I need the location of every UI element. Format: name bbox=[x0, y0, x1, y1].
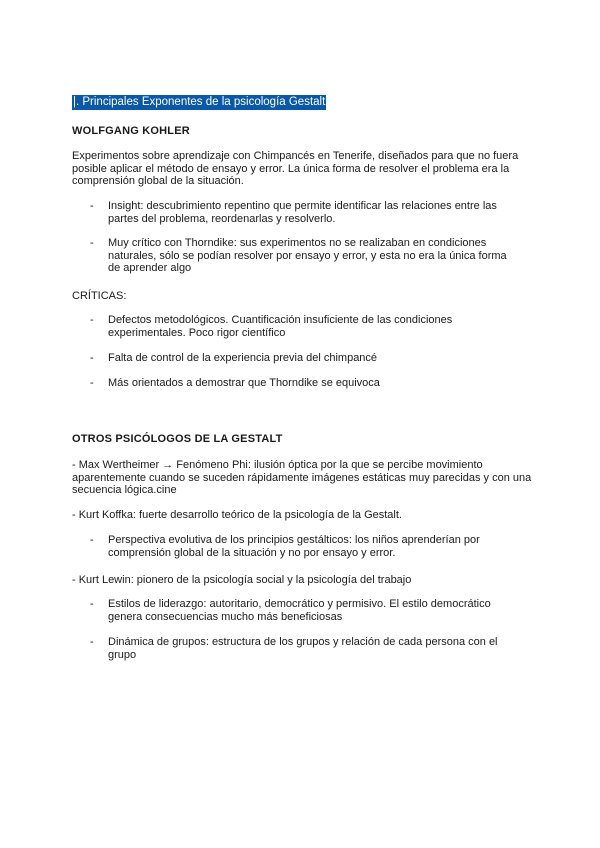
list-item bbox=[90, 377, 510, 390]
list-item bbox=[90, 314, 510, 339]
list-item bbox=[90, 352, 510, 365]
kohler-heading: WOLFGANG KOHLER bbox=[72, 125, 190, 137]
list-item-text: Perspectiva evolutiva de los principios gestálticos: los niños aprenderían por comprensión global de la situación y no por ensayo y error. bbox=[108, 534, 480, 559]
dash-marker: - bbox=[90, 314, 94, 326]
list-item-text: Defectos metodológicos. Cuantificación insuficiente de las condiciones experimentales. Poco rigor científico bbox=[108, 314, 453, 339]
otros-heading: OTROS PSICÓLOGOS DE LA GESTALT bbox=[72, 433, 283, 445]
list-item bbox=[90, 534, 510, 559]
dash-marker: - bbox=[90, 534, 94, 546]
list-item bbox=[90, 598, 510, 623]
criticas-label: CRÍTICAS: bbox=[72, 290, 127, 302]
dash-marker: - bbox=[90, 200, 94, 212]
list-item-text: Estilos de liderazgo: autoritario, democrático y permisivo. El estilo democrático genera consecuencias mucho más beneficiosas bbox=[108, 598, 491, 623]
dash-marker: - bbox=[90, 237, 94, 249]
dash-marker: - bbox=[90, 598, 94, 610]
section-title: |. Principales Exponentes de la psicología Gestalt bbox=[73, 96, 326, 108]
wertheimer-paragraph: - Max Wertheimer → Fenómeno Phi: ilusión óptica por la que se percibe movimiento aparentemente cuando se suceden rápidamente imágenes estáticas muy parecidas y con una secuencia lógica.cine bbox=[72, 459, 532, 497]
dash-marker: - bbox=[90, 352, 94, 364]
list-item bbox=[90, 237, 510, 275]
list-item bbox=[90, 636, 510, 661]
list-item-text: Muy crítico con Thorndike: sus experimentos no se realizaban en condiciones naturales, sólo se podían resolver por ensayo y error, y esta no era la única forma de aprender algo bbox=[108, 237, 507, 275]
list-item-text: Más orientados a demostrar que Thorndike se equivoca bbox=[108, 377, 380, 389]
dash-marker: - bbox=[90, 636, 94, 648]
list-item-text: Insight: descubrimiento repentino que permite identificar las relaciones entre las partes del problema, reordenarlas y resolverlo. bbox=[108, 200, 497, 225]
koffka-paragraph: - Kurt Koffka: fuerte desarrollo teórico de la psicología de la Gestalt. bbox=[72, 509, 402, 521]
list-item bbox=[90, 200, 510, 225]
list-item-text: Dinámica de grupos: estructura de los grupos y relación de cada persona con el grupo bbox=[108, 636, 498, 661]
lewin-paragraph: - Kurt Lewin: pionero de la psicología social y la psicología del trabajo bbox=[72, 574, 412, 586]
dash-marker: - bbox=[90, 377, 94, 389]
list-item-text: Falta de control de la experiencia previa del chimpancé bbox=[108, 352, 378, 364]
kohler-intro: Experimentos sobre aprendizaje con Chimpancés en Tenerife, diseñados para que no fuera posible aplicar el método de ensayo y error. La única forma de resolver el problema era la comprensión global de la situación. bbox=[72, 150, 519, 188]
